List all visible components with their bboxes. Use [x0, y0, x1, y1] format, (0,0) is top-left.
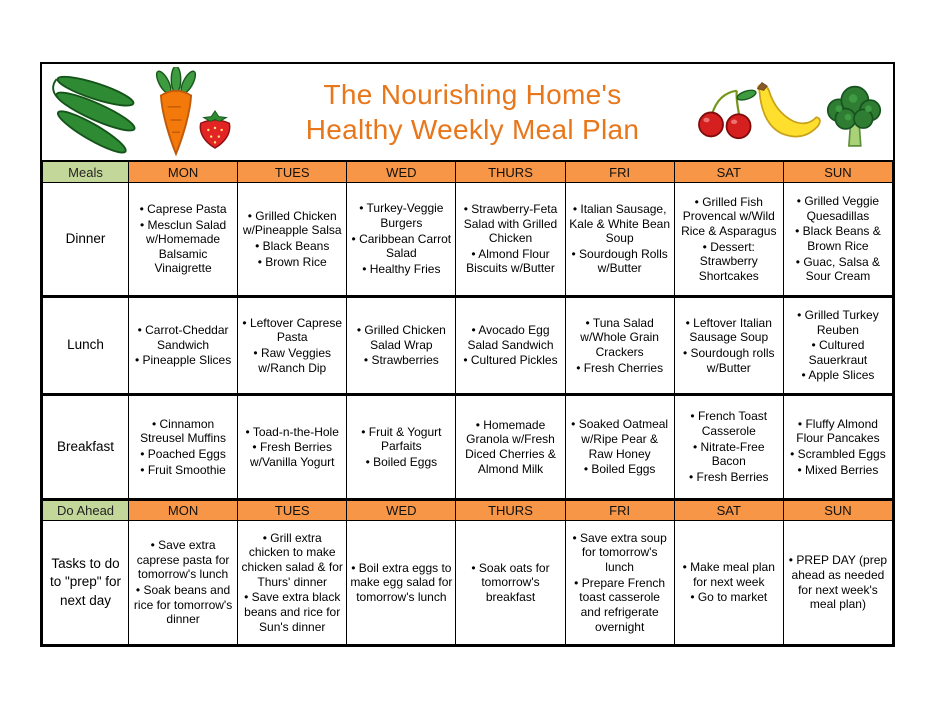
bullet-item: • Fruit & Yogurt Parfaits	[361, 424, 442, 454]
bullet-item: • Guac, Salsa & Sour Cream	[795, 254, 881, 284]
row-dinner-cell-thurs	[456, 183, 565, 297]
bullet-item: • Tuna Salad w/Whole Grain Crackers	[580, 315, 659, 359]
bullet-item: • Save extra caprese pasta for tomorrow's lunch	[136, 538, 230, 582]
bullet-item: • Almond Flour Biscuits w/Butter	[466, 246, 555, 276]
bullet-item: • Scrambled Eggs	[790, 447, 886, 461]
row-lunch-cell-fri	[565, 297, 674, 395]
row-lunch-cell-mon	[129, 297, 238, 395]
row-tasks-cell-tues	[238, 521, 347, 645]
bullet-item: • Grilled Veggie Quesadillas	[796, 194, 880, 223]
row-breakfast-cell-sun	[783, 395, 892, 500]
bullet-item: • Cultured Sauerkraut	[808, 338, 868, 367]
bullet-item: • Fluffy Almond Flour Pancakes	[796, 416, 880, 446]
bullet-item: • PREP DAY (prep ahead as needed for next week's meal plan)	[788, 553, 888, 612]
day-header-sun: SUN	[783, 162, 892, 183]
row-tasks-cell-wed	[347, 521, 456, 645]
row-breakfast-cell-tues	[238, 395, 347, 500]
bullet-item: • Cultured Pickles	[463, 353, 558, 368]
row-dinner-cell-sun	[783, 183, 892, 297]
bullet-item: • Leftover Caprese Pasta	[242, 315, 342, 345]
bullet-item: • Grill extra chicken to make chicken salad & for Thurs' dinner	[241, 530, 343, 589]
meal-plan-sheet	[40, 62, 895, 647]
bullet-item: • Fresh Berries w/Vanilla Yogurt	[249, 440, 335, 469]
row-lunch-cell-sat	[674, 297, 783, 395]
bullet-item: • Strawberries	[363, 353, 439, 368]
day-header-wed: WED	[347, 162, 456, 183]
bullet-item: • Soak oats for tomorrow's breakfast	[471, 560, 550, 604]
bullet-item: • French Toast Casserole	[690, 409, 768, 439]
bullet-item: • Avocado Egg Salad Sandwich	[467, 323, 554, 352]
dinner-row-label: Dinner	[43, 183, 129, 297]
do-ahead-corner-header: Do Ahead	[43, 500, 129, 521]
broccoli-icon	[821, 76, 887, 148]
lunch-row-label: Lunch	[43, 297, 129, 395]
day-header-thurs: THURS	[456, 500, 565, 521]
green-beans-icon	[48, 68, 143, 156]
left-icon-group	[48, 67, 263, 157]
row-dinner-cell-wed	[347, 183, 456, 297]
bullet-item: • Soak beans and rice for tomorrow's dinner	[133, 583, 233, 627]
bullet-item: • Leftover Italian Sausage Soup	[685, 315, 772, 345]
bullet-item: • Prepare French toast casserole and refrigerate overnight	[574, 575, 666, 634]
bullet-item: • Sourdough Rolls w/Butter	[571, 246, 668, 276]
row-lunch-cell-sun	[783, 297, 892, 395]
bullet-item: • Caribbean Carrot Salad	[351, 231, 452, 261]
bullet-item: • Mixed Berries	[797, 462, 879, 477]
bullet-item: • Black Beans	[255, 239, 330, 253]
bullet-item: • Boiled Eggs	[365, 454, 438, 469]
day-header-sat: SAT	[674, 500, 783, 521]
title-line-1: The Nourishing Home's	[323, 79, 622, 110]
title-line-2: Healthy Weekly Meal Plan	[305, 114, 640, 145]
row-dinner-cell-mon	[129, 183, 238, 297]
day-header-sat: SAT	[674, 162, 783, 183]
meals-corner-header: Meals	[43, 162, 129, 183]
row-tasks-cell-thurs	[456, 521, 565, 645]
day-header-thurs: THURS	[456, 162, 565, 183]
title-banner	[42, 64, 893, 161]
bullet-item: • Caprese Pasta	[139, 201, 227, 216]
day-header-mon: MON	[129, 500, 238, 521]
bullet-item: • Soaked Oatmeal w/Ripe Pear & Raw Honey	[571, 417, 669, 461]
bullet-item: • Poached Eggs	[140, 447, 226, 461]
day-header-tues: TUES	[238, 500, 347, 521]
bullet-item: • Boil extra eggs to make egg salad for tomorrow's lunch	[350, 560, 453, 604]
row-breakfast-cell-thurs	[456, 395, 565, 500]
strawberry-icon	[195, 107, 235, 151]
bullet-item: • Save extra black beans and rice for Sun's dinner	[244, 590, 341, 634]
day-header-mon: MON	[129, 162, 238, 183]
row-lunch-cell-thurs	[456, 297, 565, 395]
bullet-item: • Cinnamon Streusel Muffins	[140, 416, 226, 446]
bullet-item: • Fresh Berries	[688, 469, 769, 484]
row-tasks-cell-fri	[565, 521, 674, 645]
bullet-item: • Turkey-Veggie Burgers	[359, 201, 444, 231]
bullet-item: • Grilled Turkey Reuben	[797, 307, 879, 337]
row-dinner-cell-tues	[238, 183, 347, 297]
row-tasks-cell-mon	[129, 521, 238, 645]
bullet-item: • Raw Veggies w/Ranch Dip	[253, 346, 331, 375]
day-header-fri: FRI	[565, 162, 674, 183]
bullet-item: • Grilled Chicken Salad Wrap	[356, 323, 446, 352]
bullet-item: • Strawberry-Feta Salad with Grilled Chicken	[463, 201, 558, 246]
row-lunch-cell-wed	[347, 297, 456, 395]
bullet-item: • Fruit Smoothie	[140, 462, 226, 477]
row-breakfast-cell-wed	[347, 395, 456, 500]
bullet-item: • Grilled Chicken w/Pineapple Salsa	[242, 208, 342, 238]
row-tasks-cell-sat	[674, 521, 783, 645]
bullet-item: • Apple Slices	[801, 368, 875, 383]
bullet-item: • Pineapple Slices	[134, 353, 232, 368]
bullet-item: • Dessert: Strawberry Shortcakes	[698, 239, 759, 283]
row-breakfast-cell-mon	[129, 395, 238, 500]
day-header-tues: TUES	[238, 162, 347, 183]
bullet-item: • Brown Rice	[257, 254, 327, 269]
bullet-item: • Healthy Fries	[362, 261, 441, 276]
bullet-item: • Carrot-Cheddar Sandwich	[137, 323, 229, 352]
breakfast-row-label: Breakfast	[43, 395, 129, 500]
bullet-item: • Go to market	[690, 590, 768, 605]
bullet-item: • Grilled Fish Provencal w/Wild Rice & Asparagus	[681, 194, 777, 238]
bullet-item: • Nitrate-Free Bacon	[692, 439, 765, 469]
banana-icon	[749, 78, 825, 146]
bullet-item: • Save extra soup for tomorrow's lunch	[572, 530, 667, 575]
day-header-wed: WED	[347, 500, 456, 521]
bullet-item: • Toad-n-the-Hole	[245, 424, 339, 439]
tasks-row-label: Tasks to do to "prep" for next day	[43, 521, 129, 645]
right-icon-group	[682, 76, 887, 148]
row-breakfast-cell-fri	[565, 395, 674, 500]
row-dinner-cell-fri	[565, 183, 674, 297]
page-title	[263, 77, 682, 147]
bullet-item: • Sourdough rolls w/Butter	[682, 346, 775, 375]
bullet-item: • Fresh Cherries	[576, 360, 664, 375]
bullet-item: • Make meal plan for next week	[682, 560, 775, 589]
bullet-item: • Homemade Granola w/Fresh Diced Cherries & Almond Milk	[465, 417, 556, 476]
bullet-item: • Italian Sausage, Kale & White Bean Soup	[569, 201, 670, 246]
row-lunch-cell-tues	[238, 297, 347, 395]
row-tasks-cell-sun	[783, 521, 892, 645]
bullet-item: • Boiled Eggs	[583, 462, 656, 477]
day-header-fri: FRI	[565, 500, 674, 521]
bullet-item: • Mesclun Salad w/Homemade Balsamic Vinaigrette	[139, 217, 227, 276]
row-breakfast-cell-sat	[674, 395, 783, 500]
meal-plan-table	[42, 161, 893, 645]
bullet-item: • Black Beans & Brown Rice	[795, 224, 881, 253]
day-header-sun: SUN	[783, 500, 892, 521]
row-dinner-cell-sat	[674, 183, 783, 297]
